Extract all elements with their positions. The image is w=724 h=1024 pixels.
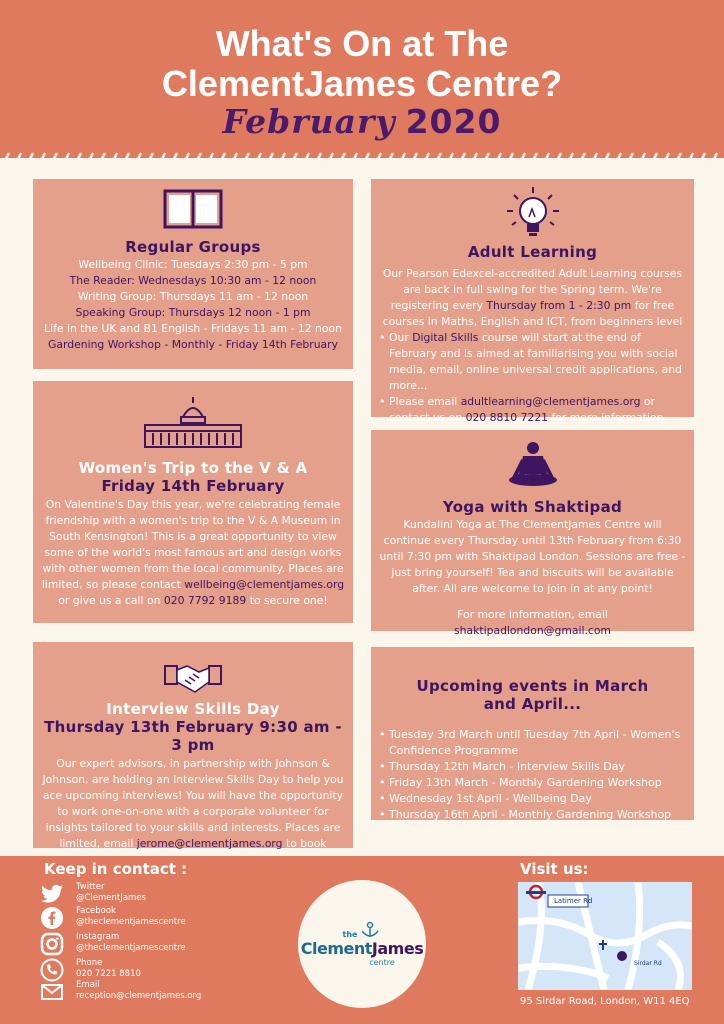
yoga-contact-text: For more information, email: [457, 608, 608, 621]
twitter-handle: @ClementJames: [76, 893, 146, 903]
interview-body: [41, 756, 345, 868]
logo-clement: Clement: [300, 939, 372, 958]
location-map[interactable]: [518, 882, 692, 990]
phone-contact[interactable]: [40, 958, 141, 982]
regular-groups-title: Regular Groups: [125, 238, 261, 256]
adult-bullet-1-a: Our: [389, 331, 409, 344]
womens-trip-body: [41, 497, 345, 609]
upcoming-title-2: and April...: [483, 695, 582, 713]
regular-line-4: Speaking Group: Thursdays 12 noon - 1 pm: [75, 306, 311, 319]
meditation-icon: [503, 440, 563, 490]
yoga-email-link[interactable]: shaktipadlondon@gmail.com: [454, 624, 611, 637]
phone-icon: [40, 958, 64, 982]
adult-learning-card: [371, 179, 694, 424]
regular-groups-card: [33, 179, 353, 369]
email-label: Email: [76, 980, 100, 990]
regular-line-5: Life in the UK and B1 English - Fridays 11 am - 12 noon: [44, 322, 342, 335]
handshake-icon: [163, 658, 223, 696]
upcoming-events-card: [371, 647, 694, 820]
facebook-contact[interactable]: [40, 906, 186, 930]
email-icon: [40, 980, 64, 1004]
upcoming-list: [379, 727, 686, 823]
wellbeing-phone-link[interactable]: 020 7792 9189: [163, 594, 247, 607]
list-item: • Friday 13th March - Monthly Gardening Workshop: [379, 775, 686, 791]
twitter-label: Twitter: [76, 882, 105, 892]
map-station-label: Latimer Rd: [554, 897, 593, 905]
visit-us-heading: Visit us:: [520, 860, 589, 878]
lightbulb-icon: [498, 185, 568, 243]
regular-line-1: Wellbeing Clinic: Tuesdays 2:30 pm - 5 pm: [78, 258, 308, 271]
facebook-label: Facebook: [76, 906, 116, 916]
interview-title: Interview Skills Day: [106, 700, 280, 718]
adult-learning-list: [379, 330, 686, 426]
museum-icon: [143, 395, 243, 451]
month-label: February: [222, 102, 396, 141]
interview-text: Our expert advisors, in partnership with Johnson & Johnson, are holding an Interview Skills Day to help you ace upcoming interviews! You will have the opportunity to work one-on-one with a corporate volunteer for insights tailored to your skills and interests. Places are limited, email: [42, 757, 344, 850]
list-item: • Thursday 12th March - Interview Skills Day: [379, 759, 686, 775]
womens-trip-title: Women's Trip to the V & A: [78, 459, 308, 477]
clementjames-logo: [298, 880, 426, 1008]
footer: [0, 856, 724, 1024]
title-line-1: What's On at The: [215, 23, 509, 64]
adult-learning-email-link[interactable]: adultlearning@clementjames.org: [460, 395, 641, 408]
womens-trip-text: On Valentine's Day this year, we're celebrating female friendship with a women's trip to the V & A Museum in South Kensington! This is a great opportunity to view some of the world's most famous art and design works with other women from the local community. Places are limited, so please contact: [41, 498, 344, 591]
adult-intro-time: Thursday from 1 - 2:30 pm: [486, 299, 632, 312]
address: 95 Sirdar Road, London, W11 4EQ: [520, 996, 690, 1007]
facebook-handle: @theclementjamescentre: [76, 917, 186, 927]
list-item: • Wednesday 1st April - Wellbeing Day: [379, 791, 686, 807]
phone-label: Phone: [76, 958, 103, 968]
adult-learning-title: Adult Learning: [467, 243, 598, 261]
facebook-icon: [40, 906, 64, 930]
adult-bullet-2-a: Please email: [389, 395, 458, 408]
instagram-contact[interactable]: [40, 932, 186, 956]
upcoming-title: Upcoming events in March: [416, 677, 649, 695]
keep-in-contact-heading: Keep in contact :: [44, 860, 188, 878]
title-line-2: ClementJames Centre?: [161, 63, 563, 104]
logo-james: James: [371, 939, 424, 958]
adult-bullet-2-b: or contact us on: [389, 395, 655, 424]
list-item: [379, 330, 686, 394]
adult-bullet-2-c: for more information: [551, 411, 664, 424]
twitter-contact[interactable]: [40, 882, 146, 906]
digital-skills-label: Digital Skills: [412, 331, 479, 344]
wellbeing-email-link[interactable]: wellbeing@clementjames.org: [184, 578, 345, 591]
instagram-icon: [40, 932, 64, 956]
interview-skills-card: [33, 642, 353, 848]
map-street-label: Sirdar Rd: [634, 960, 662, 967]
jerome-email-link[interactable]: jerome@clementjames.org: [136, 837, 283, 850]
dashed-divider: [0, 150, 724, 166]
phone-number: 020 7221 8810: [76, 969, 141, 979]
regular-line-2: The Reader: Wednesdays 10:30 am - 12 noon: [69, 274, 317, 287]
adult-intro-text: Our Pearson Edexcel-accredited Adult Learning courses are back in full swing for the Spring term. We're registering every: [382, 267, 683, 312]
year-label: 2020: [405, 102, 502, 141]
yoga-title: Yoga with Shaktipad: [442, 498, 623, 516]
womens-trip-date: Friday 14th February: [101, 477, 285, 495]
map-graphic: [518, 882, 692, 990]
list-item: • Tuesday 3rd March until Tuesday 7th April - Women's Confidence Programme: [379, 727, 686, 759]
twitter-icon: [40, 882, 64, 906]
regular-line-6: Gardening Workshop - Monthly - Friday 14th February: [48, 338, 338, 351]
logo-centre: centre: [369, 958, 395, 967]
interview-date: Thursday 13th February 9:30 am - 3 pm: [44, 718, 342, 754]
list-item: [379, 394, 686, 426]
email-contact[interactable]: [40, 980, 201, 1004]
yoga-card: [371, 430, 694, 637]
email-address: reception@clementjames.org: [76, 991, 202, 1001]
page-title: [0, 0, 724, 104]
yoga-body: Kundalini Yoga at The ClementJames Centre will continue every Thursday until 13th February from 6:30 until 7:30 pm with Shaktipad London. Sessions are free - just bring yourself! Tea and biscuits will be available after. All are welcome to join in at any point!: [379, 518, 686, 595]
womens-trip-card: [33, 381, 353, 623]
adult-learning-intro: [379, 266, 686, 330]
instagram-label: Instagram: [76, 932, 120, 942]
list-item: • Thursday 16th April - Monthly Gardening Workshop: [379, 807, 686, 823]
regular-line-3: Writing Group: Thursdays 11 am - 12 noon: [77, 290, 309, 303]
adult-intro-end: for free courses in Maths, English and ICT, from beginners level: [382, 299, 683, 328]
book-icon: [162, 187, 224, 231]
instagram-handle: @theclementjamescentre: [76, 943, 186, 953]
logo-the: the: [342, 930, 358, 939]
womens-trip-end: to secure one!: [249, 594, 328, 607]
interview-end: to book: [285, 837, 327, 850]
adult-learning-phone-link[interactable]: 020 8810 7221: [465, 411, 549, 424]
month-heading: [0, 102, 724, 141]
header-banner: [0, 0, 724, 158]
adult-bullet-1-b: course will start at the end of February and is aimed at familiarising you with social media, email, online universal credit applications, and more...: [389, 331, 682, 392]
anchor-icon: [359, 921, 381, 939]
womens-trip-mid: or give us a call on: [58, 594, 161, 607]
yoga-contact: [379, 607, 686, 639]
